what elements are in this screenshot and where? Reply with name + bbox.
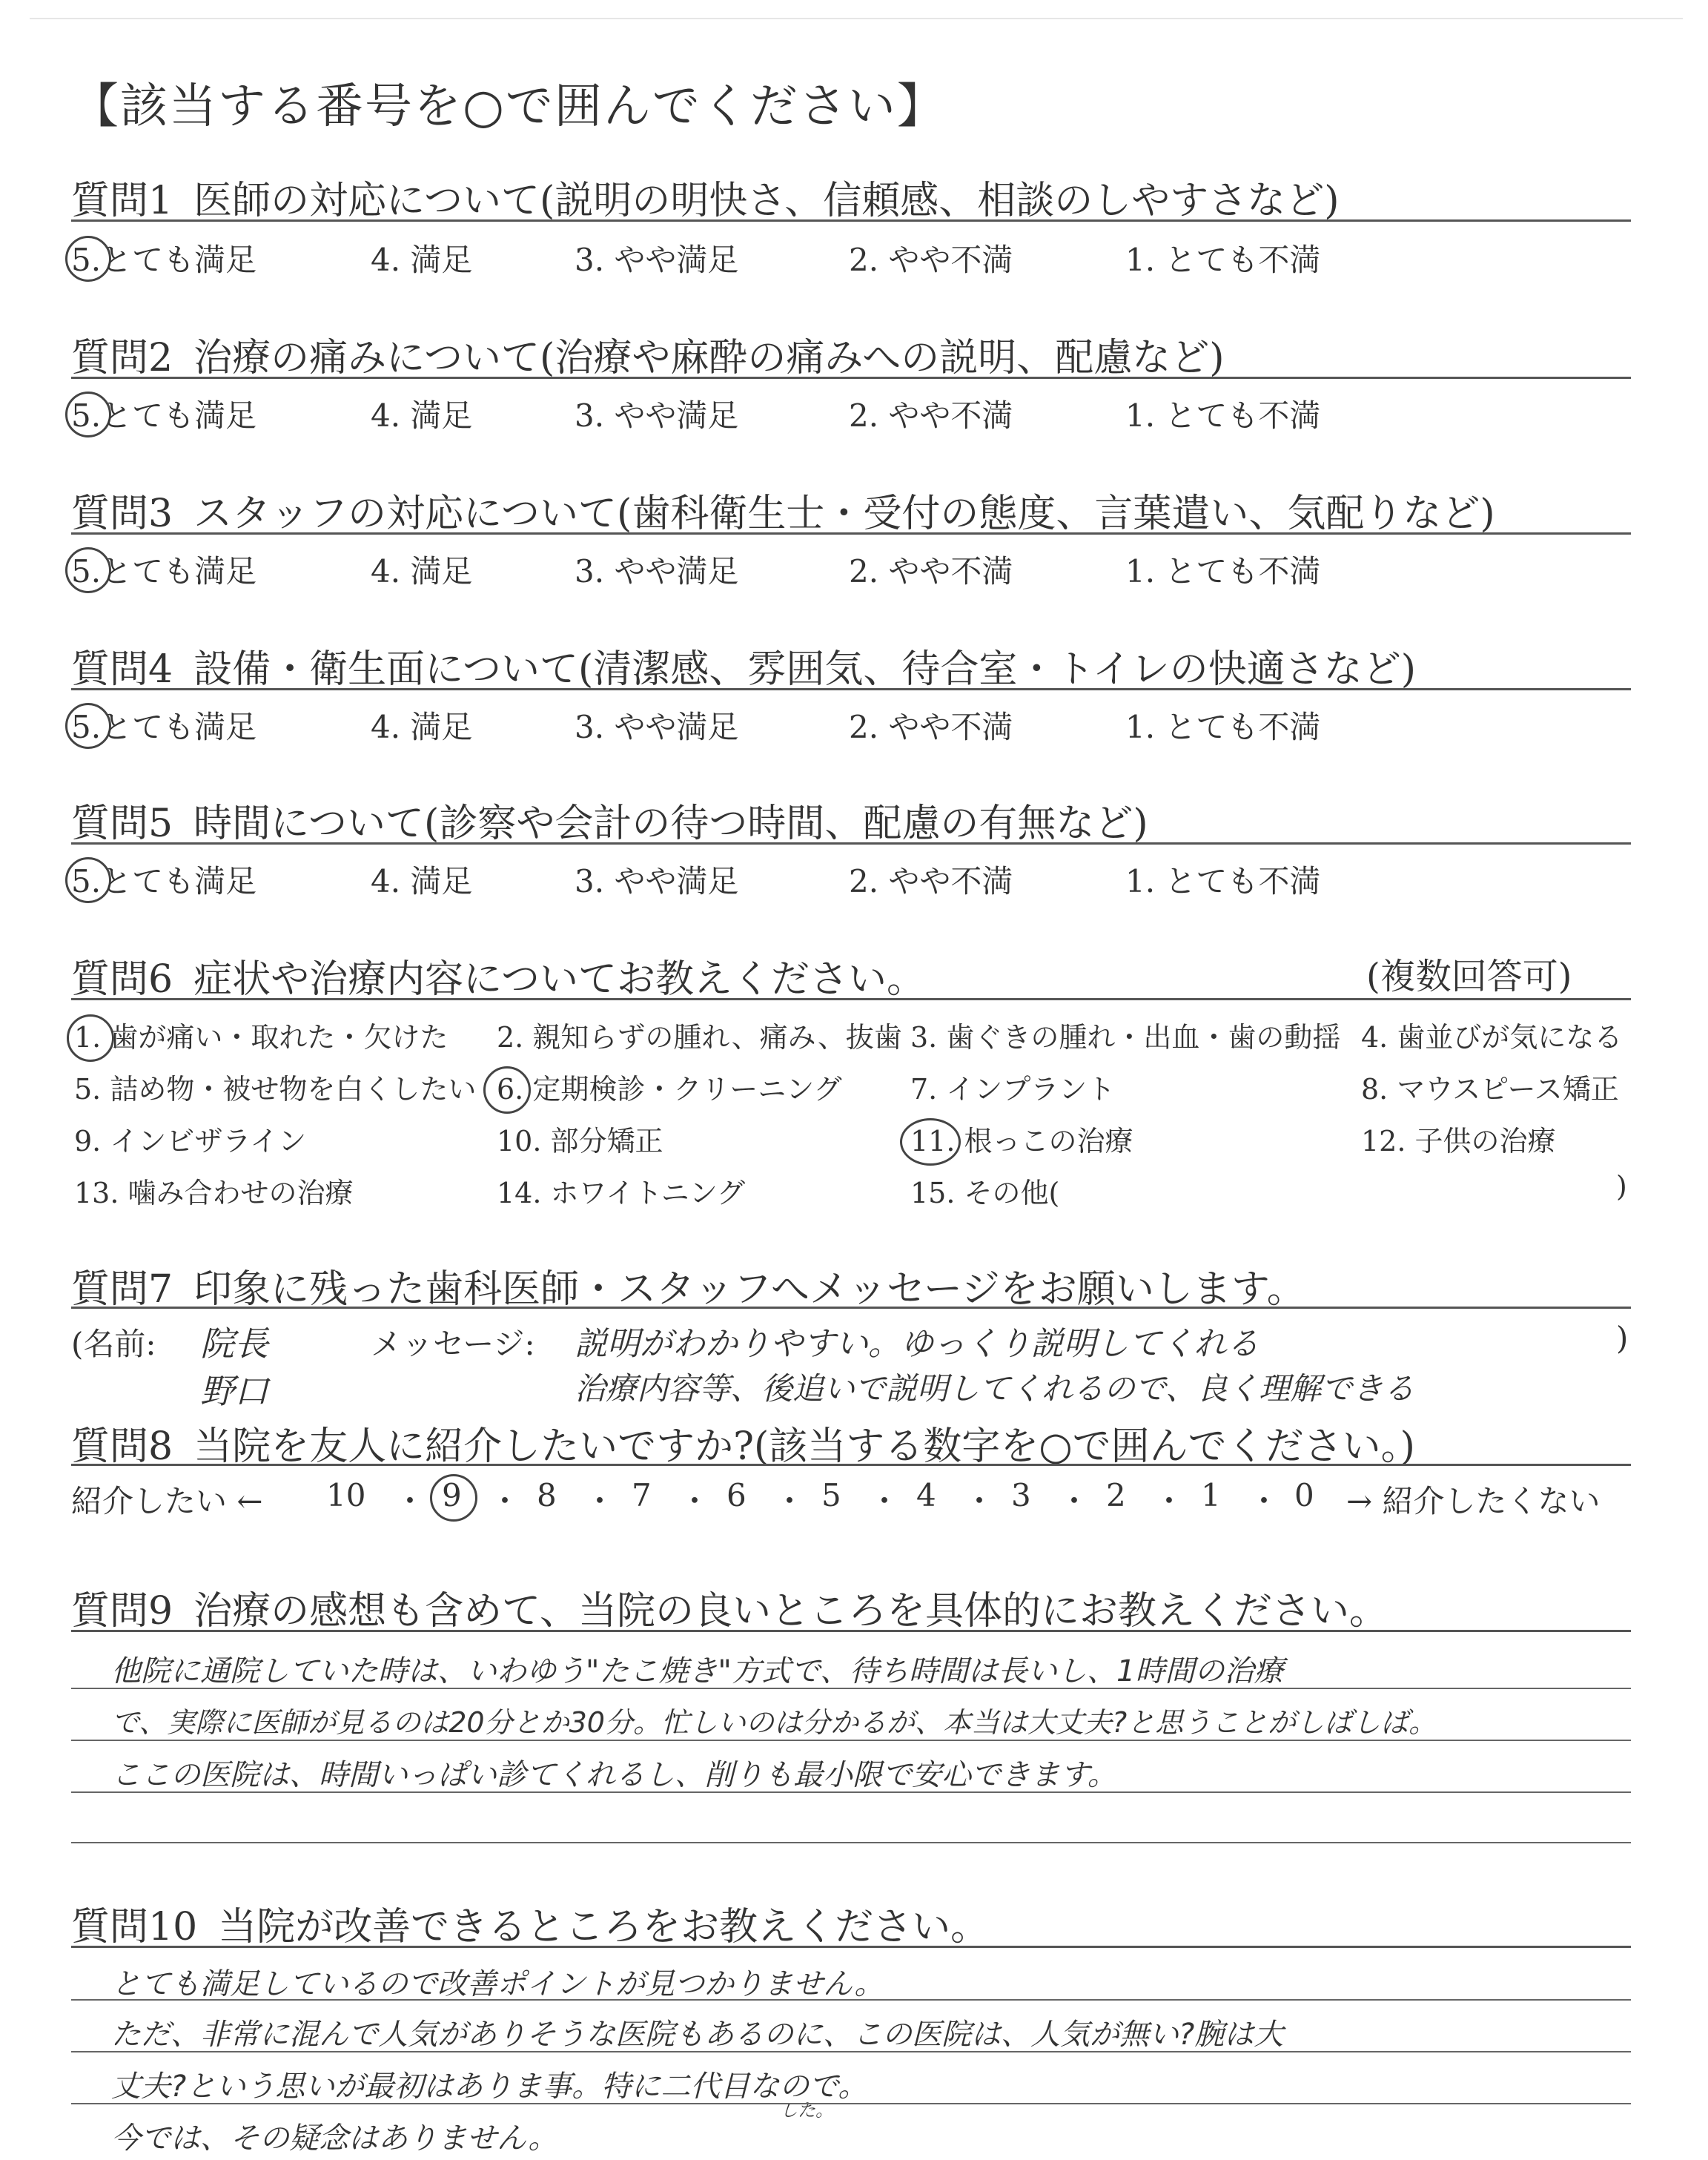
scale-5[interactable]: 5: [821, 1477, 841, 1513]
q9-answer-line-1: 他院に通院していた時は、いわゆう"たこ焼き"方式で、待ち時間は長いし、1時間の治療: [111, 1654, 1284, 1688]
symptom-option-14[interactable]: 14. ホワイトニング: [497, 1177, 746, 1209]
question-2-title: [71, 326, 1225, 382]
question-number: 質問10: [71, 1905, 198, 1949]
question-text: 当院が改善できるところをお教えください。: [218, 1905, 990, 1949]
question-9-title: [71, 1579, 1388, 1635]
handwritten-name-line-2: 野口: [200, 1371, 268, 1411]
question-9-rule: [71, 1630, 1631, 1632]
question-7-rule: [71, 1307, 1631, 1309]
message-close-paren: ): [1616, 1320, 1629, 1356]
symptom-option-9[interactable]: 9. インビザライン: [74, 1125, 307, 1157]
question-number: 質問4: [71, 647, 173, 692]
scale-separator: ・: [869, 1483, 901, 1519]
rating-option-4[interactable]: 4. 満足: [371, 709, 473, 745]
scale-separator: ・: [679, 1483, 711, 1519]
question-3-title: [71, 482, 1495, 538]
question-4-rule: [71, 688, 1631, 690]
rating-option-5[interactable]: 5.とても満足: [71, 397, 257, 434]
rating-option-2[interactable]: 2. やや不満: [849, 397, 1013, 434]
symptom-option-6[interactable]: 6. 定期検診・クリーニング: [497, 1073, 842, 1106]
scale-separator: ・: [489, 1483, 521, 1519]
page-heading: 【該当する番号を○で囲んでください】: [71, 79, 946, 134]
scale-separator: ・: [964, 1483, 996, 1519]
rating-option-2[interactable]: 2. やや不満: [849, 709, 1013, 745]
scale-8[interactable]: 8: [537, 1477, 557, 1513]
handwritten-name-line-1: 院長: [200, 1324, 268, 1364]
scale-separator: ・: [1153, 1483, 1185, 1519]
scale-4[interactable]: 4: [916, 1477, 936, 1513]
question-number: 質問9: [71, 1589, 173, 1634]
answer-line-rule: [71, 1842, 1631, 1843]
rating-option-1[interactable]: 1. とても不満: [1125, 709, 1321, 745]
scale-separator: ・: [1248, 1483, 1280, 1519]
rating-option-3[interactable]: 3. やや満足: [575, 242, 739, 278]
question-4-title: [71, 638, 1416, 693]
question-number: 質問8: [71, 1424, 173, 1469]
question-number: 質問1: [71, 179, 173, 223]
scale-separator: ・: [584, 1483, 616, 1519]
symptom-option-12[interactable]: 12. 子供の治療: [1361, 1125, 1556, 1157]
scale-9[interactable]: 9: [442, 1477, 462, 1513]
rating-option-2[interactable]: 2. やや不満: [849, 863, 1013, 899]
question-text: 治療の感想も含めて、当院の良いところを具体的にお教えください。: [193, 1589, 1388, 1634]
question-number: 質問6: [71, 957, 173, 1002]
rating-option-5[interactable]: 5.とても満足: [71, 709, 257, 745]
symptom-option-8[interactable]: 8. マウスピース矯正: [1361, 1073, 1619, 1106]
question-7-title: [71, 1258, 1305, 1313]
question-10-title: [71, 1895, 989, 1951]
rating-option-2[interactable]: 2. やや不満: [849, 553, 1013, 589]
symptom-option-7[interactable]: 7. インプラント: [910, 1073, 1116, 1106]
multiple-answers-note: (複数回答可): [1366, 956, 1572, 997]
rating-option-4[interactable]: 4. 満足: [371, 397, 473, 434]
rating-option-1[interactable]: 1. とても不満: [1125, 397, 1321, 434]
top-border: [30, 18, 1683, 19]
recommend-right-label: → 紹介したくない: [1346, 1483, 1601, 1519]
rating-option-5[interactable]: 5.とても満足: [71, 553, 257, 589]
scale-3[interactable]: 3: [1011, 1477, 1031, 1513]
message-label: メッセージ:: [371, 1326, 535, 1362]
question-text: 医師の対応について(説明の明快さ、信頼感、相談のしやすさなど): [193, 179, 1340, 223]
scale-0[interactable]: 0: [1294, 1477, 1314, 1513]
scale-6[interactable]: 6: [726, 1477, 747, 1513]
question-text: 症状や治療内容についてお教えください。: [193, 957, 926, 1002]
scale-separator: ・: [394, 1483, 426, 1519]
question-8-title: [71, 1415, 1415, 1470]
question-8-rule: [71, 1464, 1631, 1466]
question-3-rule: [71, 532, 1631, 535]
question-number: 質問2: [71, 336, 173, 380]
scale-2[interactable]: 2: [1106, 1477, 1126, 1513]
symptom-option-5[interactable]: 5. 詰め物・被せ物を白くしたい: [74, 1073, 477, 1106]
scale-7[interactable]: 7: [632, 1477, 652, 1513]
question-2-rule: [71, 377, 1631, 379]
rating-option-1[interactable]: 1. とても不満: [1125, 863, 1321, 899]
question-1-title: [71, 169, 1340, 225]
q10-answer-line-2: ただ、非常に混んで人気がありそうな医院もあるのに、この医院は、人気が無い?腕は大: [111, 2018, 1284, 2052]
symptom-option-13[interactable]: 13. 噛み合わせの治療: [74, 1177, 354, 1209]
name-label: (名前:: [71, 1326, 156, 1362]
recommend-left-label: 紹介したい ←: [71, 1483, 263, 1519]
rating-option-3[interactable]: 3. やや満足: [575, 863, 739, 899]
other-close-paren: ): [1616, 1170, 1627, 1203]
answer-line-rule: [71, 1791, 1631, 1793]
rating-option-3[interactable]: 3. やや満足: [575, 553, 739, 589]
symptom-option-3[interactable]: 3. 歯ぐきの腫れ・出血・歯の動揺: [910, 1021, 1341, 1054]
symptom-option-11[interactable]: 11. 根っこの治療: [910, 1125, 1133, 1157]
question-number: 質問7: [71, 1267, 173, 1312]
rating-option-1[interactable]: 1. とても不満: [1125, 242, 1321, 278]
question-text: 印象に残った歯科医師・スタッフへメッセージをお願いします。: [193, 1267, 1305, 1312]
rating-option-4[interactable]: 4. 満足: [371, 242, 473, 278]
question-10-rule: [71, 1946, 1631, 1948]
symptom-option-2[interactable]: 2. 親知らずの腫れ、痛み、抜歯: [497, 1021, 902, 1054]
q10-answer-line-4: 今では、その疑念はありません。: [111, 2121, 558, 2156]
handwritten-message-line-2: 治療内容等、後追いで説明してくれるので、良く理解できる: [575, 1370, 1415, 1407]
answer-line-rule: [71, 1999, 1631, 2001]
rating-option-3[interactable]: 3. やや満足: [575, 709, 739, 745]
rating-option-3[interactable]: 3. やや満足: [575, 397, 739, 434]
scale-separator: ・: [1059, 1483, 1090, 1519]
question-text: 治療の痛みについて(治療や麻酔の痛みへの説明、配慮など): [193, 336, 1225, 380]
symptom-option-1[interactable]: 1. 歯が痛い・取れた・欠けた: [74, 1021, 448, 1054]
rating-option-5[interactable]: 5.とても満足: [71, 863, 257, 899]
rating-option-4[interactable]: 4. 満足: [371, 553, 473, 589]
answer-line-rule: [71, 2051, 1631, 2052]
question-5-title: [71, 792, 1148, 848]
scale-1[interactable]: 1: [1201, 1477, 1221, 1513]
answer-line-rule: [71, 1740, 1631, 1741]
rating-option-1[interactable]: 1. とても不満: [1125, 553, 1321, 589]
question-text: 設備・衛生面について(清潔感、雰囲気、待合室・トイレの快適さなど): [193, 647, 1417, 692]
question-text: スタッフの対応について(歯科衛生士・受付の態度、言葉遣い、気配りなど): [193, 492, 1495, 536]
scale-separator: ・: [774, 1483, 806, 1519]
scale-10[interactable]: 10: [326, 1477, 366, 1513]
rating-option-5[interactable]: 5.とても満足: [71, 242, 257, 278]
question-1-rule: [71, 219, 1631, 222]
q10-answer-line-1: とても満足しているので改善ポイントが見つかりません。: [111, 1967, 884, 2001]
question-text: 当院を友人に紹介したいですか?(該当する数字を○で囲んでください。): [193, 1424, 1415, 1469]
question-5-rule: [71, 842, 1631, 845]
q9-answer-line-2: で、実際に医師が見るのは20分とか30分。忙しいのは分かるが、本当は大丈夫?と思うことがしばしば。: [111, 1706, 1437, 1739]
rating-option-4[interactable]: 4. 満足: [371, 863, 473, 899]
symptom-option-4[interactable]: 4. 歯並びが気になる: [1361, 1021, 1623, 1054]
question-number: 質問5: [71, 802, 173, 846]
question-6-rule: [71, 998, 1631, 1000]
q10-answer-line-3: 丈夫?という思いが最初はありま事。特に二代目なので。: [111, 2070, 868, 2104]
q10-correction-note: した。: [780, 2100, 833, 2121]
question-number: 質問3: [71, 492, 173, 536]
question-6-title: [71, 948, 925, 1003]
symptom-option-10[interactable]: 10. 部分矯正: [497, 1125, 663, 1157]
q9-answer-line-3: ここの医院は、時間いっぱい診てくれるし、削りも最小限で安心できます。: [111, 1758, 1117, 1792]
answer-line-rule: [71, 1688, 1631, 1689]
rating-option-2[interactable]: 2. やや不満: [849, 242, 1013, 278]
answer-line-rule: [71, 2103, 1631, 2104]
question-text: 時間について(診察や会計の待つ時間、配慮の有無など): [193, 802, 1148, 846]
symptom-option-15[interactable]: 15. その他(: [910, 1177, 1060, 1209]
handwritten-message-line-1: 説明がわかりやすい。ゆっくり説明してくれる: [575, 1325, 1260, 1363]
